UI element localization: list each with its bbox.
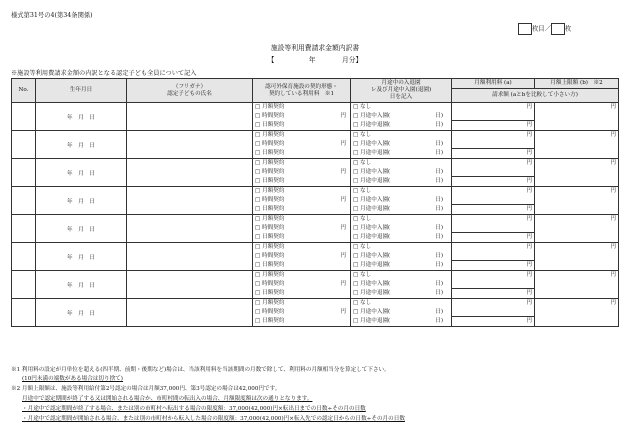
monthly-limit-field[interactable] [535,159,619,187]
mid-month-day-label: 日) [435,262,443,268]
contract-yen-label: 円 [340,309,346,315]
contract-yen-label: 円 [340,113,346,119]
mid-month-option[interactable] [353,215,449,224]
mid-month-options [351,215,452,243]
mid-month-option[interactable] [353,233,449,242]
claim-yen-label: 円 [526,233,532,240]
table-row [12,243,619,261]
fee-yen-label: 円 [526,216,532,222]
footnote-1b: (10円未満の端数がある場合は切り捨て) [22,376,123,382]
mid-month-option-label: □ なし [353,104,372,110]
mid-month-day-label: 日) [435,309,443,315]
form-number: 様式第31号の4(第34条関係) [11,12,93,19]
limit-yen-label: 円 [610,160,616,166]
mid-month-options [351,159,452,187]
col-child-name [127,79,253,103]
birth-date-field[interactable]: 年 月 日 [36,131,127,159]
contract-option[interactable] [255,243,348,252]
mid-month-option-label: □ 月途中入園( [353,309,391,315]
contract-option-label: □ 時間契約 [255,197,285,203]
monthly-fee-field[interactable] [452,103,535,121]
mid-month-option[interactable] [353,280,449,289]
col-name-kana: （フリガナ） [172,83,207,90]
mid-month-option-label: □ 月途中退園( [353,206,391,212]
row-no[interactable] [12,215,36,243]
fee-yen-label: 円 [526,300,532,306]
birth-date-field[interactable]: 年 月 日 [36,187,127,215]
row-no[interactable] [12,131,36,159]
mid-month-option-label: □ 月途中入園( [353,141,391,147]
instruction-note: ※施設等利用費請求金額の内訳となる認定子ども全員について記入 [11,70,197,77]
mid-month-option[interactable] [353,205,449,214]
monthly-limit-field[interactable] [535,187,619,215]
claim-amount-field[interactable] [452,232,535,242]
birth-date-field[interactable]: 年 月 日 [36,271,127,299]
contract-option-label: □ 月額契約 [255,216,285,222]
claim-yen-label: 円 [526,149,532,156]
contract-option[interactable] [255,121,348,130]
mid-month-option[interactable] [353,168,449,177]
contract-options [253,271,351,299]
contract-option-label: □ 日額契約 [255,150,285,156]
col-mid-line1: 月途中の入退園 [381,80,421,86]
contract-option[interactable] [255,224,348,233]
footnote-2c: ・月途中で認定期間が終了する場合、または別の市町村へ転出する場合の限度額：37,000(42,000)円×転出日までの日数÷その月の日数 [22,406,366,412]
contract-option[interactable] [255,299,348,308]
limit-yen-label: 円 [610,300,616,306]
monthly-limit-field[interactable] [535,103,619,131]
claim-amount-field[interactable] [452,260,535,270]
birth-date-field[interactable]: 年 月 日 [36,299,127,327]
row-no[interactable] [12,299,36,327]
contract-option-label: □ 時間契約 [255,225,285,231]
claim-amount-field[interactable] [452,176,535,186]
child-name-field[interactable] [127,103,253,131]
billing-period [0,54,630,64]
mid-month-option-label: □ なし [353,160,372,166]
claim-yen-label: 円 [526,121,532,128]
mid-month-option[interactable] [353,121,449,130]
birth-date-field[interactable]: 年 月 日 [36,215,127,243]
claim-amount-field[interactable] [452,148,535,158]
contract-yen-label: 円 [340,281,346,287]
row-no[interactable] [12,187,36,215]
contract-option-label: □ 日額契約 [255,206,285,212]
child-name-field[interactable] [127,243,253,271]
col-contract-line1: 認可外保育施設の契約形態・ [265,83,338,90]
col-mid-month [351,79,452,103]
fee-yen-label: 円 [526,188,532,194]
contract-option[interactable] [255,233,348,242]
col-no: No. [12,79,36,103]
fee-yen-label: 円 [526,244,532,250]
monthly-fee-field[interactable] [452,299,535,317]
limit-yen-label: 円 [610,216,616,222]
mid-month-day-label: 日) [435,169,443,175]
mid-month-option-label: □ 月途中退園( [353,122,391,128]
contract-option-label: □ 月額契約 [255,188,285,194]
claim-amount-field[interactable] [452,204,535,214]
contract-option-label: □ 時間契約 [255,169,285,175]
mid-month-option[interactable] [353,187,449,196]
contract-option[interactable] [255,205,348,214]
mid-month-day-label: 日) [435,113,443,119]
mid-month-option[interactable] [353,299,449,308]
footnote-2d: ・月途中で認定期間が開始される場合、または別の市町村から転入した場合の限度額：37,000(42,000)円×転入先での認定日からの日数÷その月の日数 [22,416,405,422]
col-monthly-fee: 月額利用料 (a) [452,79,535,89]
contract-option[interactable] [255,140,348,149]
mid-month-option[interactable] [353,140,449,149]
claim-amount-field[interactable] [452,316,535,326]
mid-month-options [351,243,452,271]
period-year-label: 年 [308,56,316,64]
mid-month-day-label: 日) [435,122,443,128]
table-row [12,103,619,121]
contract-option-label: □ 時間契約 [255,141,285,147]
mid-month-option[interactable] [353,159,449,168]
claim-yen-label: 円 [526,289,532,296]
mid-month-options [351,271,452,299]
contract-option-label: □ 月額契約 [255,300,285,306]
mid-month-option-label: □ 月途中退園( [353,150,391,156]
col-birth-date: 生年月日 [36,79,127,103]
contract-option-label: □ 時間契約 [255,253,285,259]
limit-yen-label: 円 [610,272,616,278]
contract-option-label: □ 月額契約 [255,104,285,110]
contract-option-label: □ 日額契約 [255,262,285,268]
contract-option[interactable] [255,177,348,186]
child-name-field[interactable] [127,159,253,187]
contract-option-label: □ 日額契約 [255,178,285,184]
monthly-limit-field[interactable] [535,243,619,271]
limit-yen-label: 円 [610,188,616,194]
child-name-field[interactable] [127,299,253,327]
contract-option-label: □ 月額契約 [255,132,285,138]
contract-options [253,215,351,243]
table-row [12,131,619,149]
claim-yen-label: 円 [526,177,532,184]
contract-option-label: □ 時間契約 [255,113,285,119]
contract-options [253,103,351,131]
claim-amount-field[interactable] [452,120,535,130]
mid-month-option-label: □ 月途中退園( [353,178,391,184]
contract-options [253,159,351,187]
monthly-fee-field[interactable] [452,131,535,149]
birth-date-field[interactable]: 年 月 日 [36,103,127,131]
table-row [12,159,619,177]
contract-option[interactable] [255,308,348,317]
mid-month-day-label: 日) [435,290,443,296]
mid-month-day-label: 日) [435,253,443,259]
child-name-field[interactable] [127,187,253,215]
fee-yen-label: 円 [526,272,532,278]
contract-yen-label: 円 [340,141,346,147]
contract-option[interactable] [255,131,348,140]
col-mid-line3: 日を記入 [389,94,413,100]
contract-options [253,299,351,327]
monthly-fee-field[interactable] [452,215,535,233]
row-no[interactable] [12,103,36,131]
monthly-fee-field[interactable] [452,187,535,205]
mid-month-option-label: □ なし [353,272,372,278]
monthly-fee-field[interactable] [452,243,535,261]
mid-month-options [351,131,452,159]
table-row [12,299,619,317]
limit-yen-label: 円 [610,132,616,138]
mid-month-option[interactable] [353,252,449,261]
contract-option[interactable] [255,289,348,298]
mid-month-option[interactable] [353,131,449,140]
fee-yen-label: 円 [526,132,532,138]
col-contract [253,79,351,103]
mid-month-option-label: □ なし [353,244,372,250]
claim-yen-label: 円 [526,317,532,324]
mid-month-option-label: □ なし [353,300,372,306]
fee-yen-label: 円 [526,104,532,110]
page-sheets-label: 枚目／ [532,25,551,33]
table-row [12,187,619,205]
table-row [12,215,619,233]
monthly-limit-field[interactable] [535,215,619,243]
col-contract-line2: 契約している利用料 ※1 [268,90,335,97]
mid-month-option[interactable] [353,308,449,317]
col-mid-line2: レ及び月途中入園(退園) [370,87,432,93]
contract-option[interactable] [255,159,348,168]
contract-option-label: □ 日額契約 [255,318,285,324]
row-no[interactable] [12,271,36,299]
contract-yen-label: 円 [340,169,346,175]
mid-month-option[interactable] [353,261,449,270]
mid-month-option[interactable] [353,177,449,186]
mid-month-day-label: 日) [435,141,443,147]
page-sheets [518,23,571,34]
mid-month-option-label: □ 月途中入園( [353,253,391,259]
mid-month-option-label: □ なし [353,188,372,194]
table-row [12,271,619,289]
contract-option-label: □ 時間契約 [255,281,285,287]
mid-month-option-label: □ 月途中退園( [353,262,391,268]
contract-options [253,187,351,215]
col-claim-amount: 請求額 (aとbを比較して小さい方) [452,89,619,103]
mid-month-option-label: □ なし [353,216,372,222]
mid-month-option-label: □ 月途中入園( [353,113,391,119]
contract-option[interactable] [255,280,348,289]
mid-month-option-label: □ 月途中退園( [353,234,391,240]
monthly-fee-field[interactable] [452,159,535,177]
mid-month-option[interactable] [353,317,449,326]
contract-option[interactable] [255,187,348,196]
monthly-limit-field[interactable] [535,299,619,327]
contract-yen-label: 円 [340,225,346,231]
mid-month-option-label: □ 月途中入園( [353,225,391,231]
claim-amount-field[interactable] [452,288,535,298]
mid-month-option-label: □ 月途中退園( [353,290,391,296]
contract-option-label: □ 月額契約 [255,272,285,278]
contract-option[interactable] [255,103,348,112]
col-name: 認定子どもの氏名 [167,90,212,97]
contract-option-label: □ 日額契約 [255,290,285,296]
period-month-label: 月分】 [341,56,363,64]
page-total-box[interactable] [551,23,565,35]
mid-month-option-label: □ 月途中入園( [353,281,391,287]
child-name-field[interactable] [127,271,253,299]
mid-month-day-label: 日) [435,178,443,184]
contract-option-label: □ 月額契約 [255,160,285,166]
mid-month-option-label: □ なし [353,132,372,138]
contract-option[interactable] [255,317,348,326]
contract-option[interactable] [255,196,348,205]
mid-month-option-label: □ 月途中退園( [353,318,391,324]
mid-month-day-label: 日) [435,318,443,324]
row-no[interactable] [12,243,36,271]
col-monthly-limit: 月額上限額 (b) ※2 [535,79,619,89]
contract-option-label: □ 月額契約 [255,244,285,250]
contract-options [253,131,351,159]
monthly-limit-field[interactable] [535,271,619,299]
contract-options [253,243,351,271]
mid-month-option-label: □ 月途中入園( [353,169,391,175]
footnote-1a: ※1 利用料の設定が月単位を超える(四半期、前期・後期など)場合は、当該利用料を当該期間の月数で除して、利用料の月額相当分を算定して下さい。 [11,367,390,373]
document-title: 施設等利用費請求金額内訳書 [270,44,360,52]
contract-yen-label: 円 [340,253,346,259]
claim-yen-label: 円 [526,205,532,212]
birth-date-field[interactable]: 年 月 日 [36,159,127,187]
period-open: 【 [267,56,275,64]
mid-month-option[interactable] [353,224,449,233]
contract-option-label: □ 日額契約 [255,122,285,128]
row-no[interactable] [12,159,36,187]
contract-option[interactable] [255,149,348,158]
fee-yen-label: 円 [526,160,532,166]
page-sheets-suffix: 枚 [564,25,572,33]
mid-month-option[interactable] [353,196,449,205]
limit-yen-label: 円 [610,104,616,110]
birth-date-field[interactable]: 年 月 日 [36,243,127,271]
page-current-box[interactable] [518,23,532,35]
mid-month-options [351,299,452,327]
monthly-limit-field[interactable] [535,131,619,159]
contract-option[interactable] [255,168,348,177]
mid-month-day-label: 日) [435,197,443,203]
mid-month-option-label: □ 月途中入園( [353,197,391,203]
claim-breakdown-table [11,78,619,327]
contract-option[interactable] [255,215,348,224]
mid-month-day-label: 日) [435,206,443,212]
mid-month-option[interactable] [353,289,449,298]
claim-yen-label: 円 [526,261,532,268]
mid-month-option[interactable] [353,112,449,121]
contract-option[interactable] [255,112,348,121]
monthly-fee-field[interactable] [452,271,535,289]
contract-option-label: □ 日額契約 [255,234,285,240]
limit-yen-label: 円 [610,244,616,250]
mid-month-option[interactable] [353,271,449,280]
contract-option[interactable] [255,271,348,280]
mid-month-option[interactable] [353,103,449,112]
contract-option-label: □ 時間契約 [255,309,285,315]
footnote-2b: 月途中で認定期間が終了する又は開始される場合か、市町村間の転出入の場合、月額限度額は次の通りとなります。 [22,396,313,402]
mid-month-option[interactable] [353,243,449,252]
mid-month-day-label: 日) [435,234,443,240]
mid-month-day-label: 日) [435,225,443,231]
footnote-2a: ※2 月額上限額は、施設等利用給付第2号認定の場合は月額37,000円、第3号認定の場合は42,000円です。 [11,386,281,392]
contract-yen-label: 円 [340,197,346,203]
mid-month-day-label: 日) [435,150,443,156]
mid-month-options [351,187,452,215]
mid-month-options [351,103,452,131]
mid-month-day-label: 日) [435,281,443,287]
contract-option[interactable] [255,252,348,261]
mid-month-option[interactable] [353,149,449,158]
contract-option[interactable] [255,261,348,270]
child-name-field[interactable] [127,131,253,159]
child-name-field[interactable] [127,215,253,243]
